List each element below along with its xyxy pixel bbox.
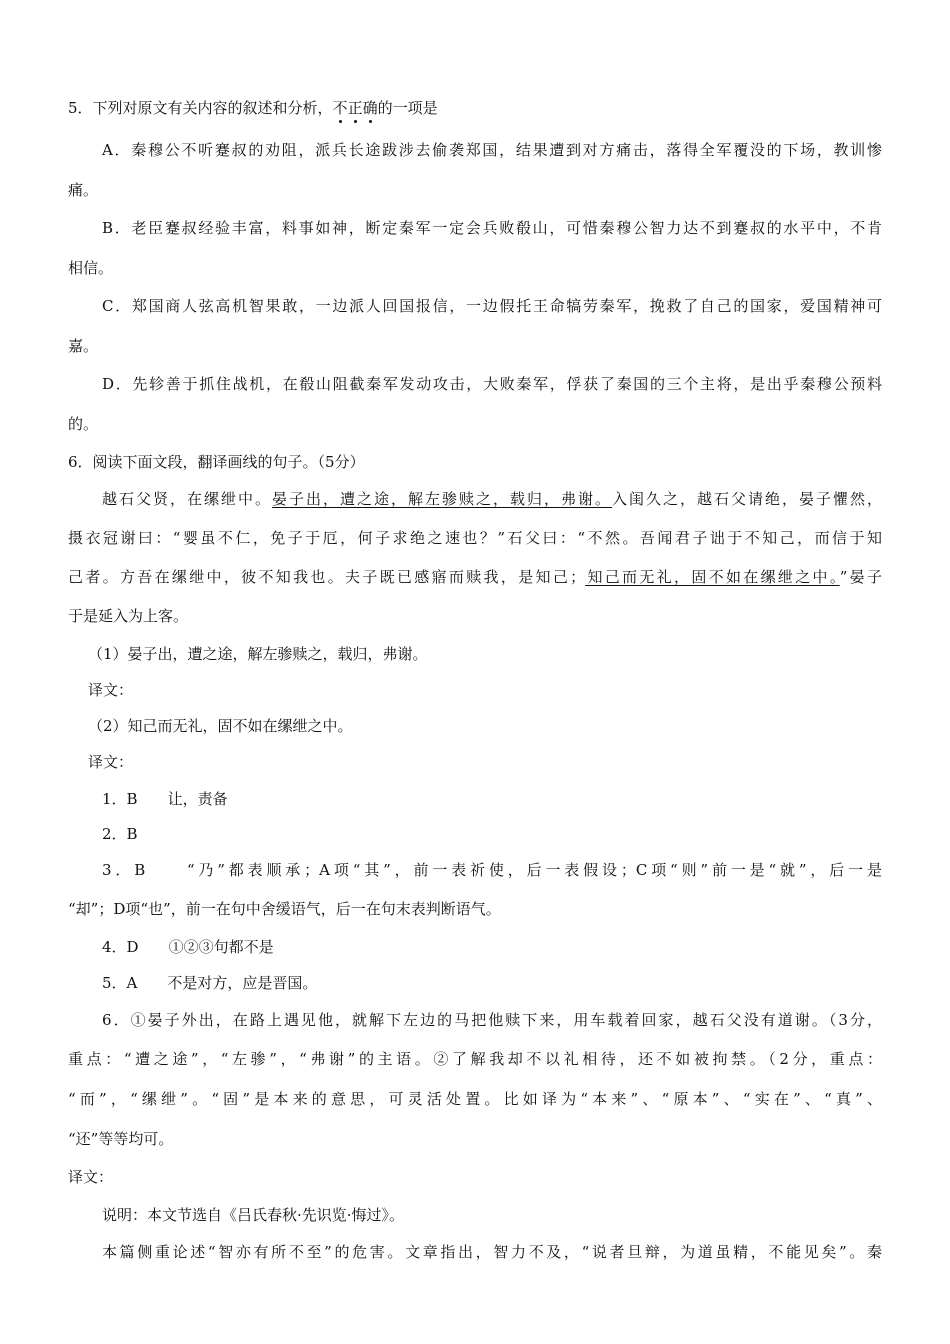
q5-option-a-cont: 痛。 [68,181,99,199]
underlined-sentence-1: 晏子出，遭之途，解左骖赎之，载归，弗谢。 [272,490,612,508]
passage-line-4: 于是延入为上客。 [68,607,189,625]
translation-heading: 译文： [68,1168,114,1186]
answer-1: 1．B 让，责备 [102,790,228,808]
answer-2: 2．B [102,825,138,843]
answer-6-cont-1: 重点：“遭之途”，“左骖”，“弗谢”的主语。②了解我却不以礼相待，还不如被拘禁。（2分，重点： [68,1050,882,1068]
answer-4: 4．D ①②③句都不是 [102,938,274,956]
answer-6: 6．①晏子外出，在路上遇见他，就解下左边的马把他赎下来，用车载着回家，越石父没有道谢。（3分， [102,1011,882,1029]
commentary-paragraph: 本篇侧重论述“智亦有所不至”的危害。文章指出，智力不及，“说者旦辩，为道虽精，不能见矣”。秦 [102,1243,882,1261]
passage-line-1: 越石父贤，在缧绁中。晏子出，遭之途，解左骖赎之，载归，弗谢。入闺久之，越石父请绝，晏子懼然， [102,490,882,508]
q5-option-c-cont: 嘉。 [68,337,99,355]
answer-6-cont-3: “还”等等均可。 [68,1130,174,1148]
sentence-2: （2）知己而无礼，固不如在缧绁之中。 [88,717,353,735]
answer-3: 3．B “乃”都表顺承；A项“其”，前一表祈使，后一表假设；C项“则”前一是“就”，后一是 [102,861,882,879]
sentence-1: （1）晏子出，遭之途，解左骖赎之，载归，弗谢。 [88,645,428,663]
q5-option-d-cont: 的。 [68,415,99,433]
answer-6-cont-2: “而”，“缧绁”。“固”是本来的意思，可灵活处置。比如译为“本来”、“原本”、“实在”、“真”、 [68,1090,882,1108]
answer-5: 5．A 不是对方，应是晋国。 [102,974,318,992]
answer-3-cont: “却”；D项“也”，前一在句中舍缓语气，后一在句末表判断语气。 [68,900,501,918]
q5-stem: 5．下列对原文有关内容的叙述和分析，不正确的一项是 [68,99,438,117]
source-note: 说明：本文节选自《吕氏春秋·先识览·悔过》。 [102,1206,405,1224]
translation-label-2: 译文： [88,753,134,771]
q5-option-d: D．先轸善于抓住战机，在殽山阻截秦军发动攻击，大败秦军，俘获了秦国的三个主将，是出乎秦穆公预料 [102,375,882,393]
emphasis-char: 不 [332,99,348,117]
q6-stem: 6．阅读下面文段，翻译画线的句子。（5分） [68,453,365,471]
q5-option-b: B．老臣蹇叔经验丰富，料事如神，断定秦军一定会兵败殽山，可惜秦穆公智力达不到蹇叔的水平中，不肯 [102,219,882,237]
translation-label-1: 译文： [88,681,134,699]
emphasis-char: 确 [362,99,378,117]
q5-option-a: A．秦穆公不听蹇叔的劝阻，派兵长途跋涉去偷袭郑国，结果遭到对方痛击，落得全军覆没的下场，教训惨 [102,141,882,159]
q5-option-c: C．郑国商人弦高机智果敢，一边派人回国报信，一边假托王命犒劳秦军，挽救了自己的国家，爱国精神可 [102,297,882,315]
emphasis-char: 正 [347,99,363,117]
passage-line-2: 摄衣冠谢曰：“婴虽不仁，免子于厄，何子求绝之速也？”石父曰：“不然。吾闻君子诎于不知己，而信于知 [68,529,882,547]
passage-line-3: 己者。方吾在缧绁中，彼不知我也。夫子既已感寤而赎我，是知己；知己而无礼，固不如在缧绁之中。”晏子 [68,568,882,586]
underlined-sentence-2: 知己而无礼，固不如在缧绁之中。 [585,568,840,586]
q5-option-b-cont: 相信。 [68,259,114,277]
